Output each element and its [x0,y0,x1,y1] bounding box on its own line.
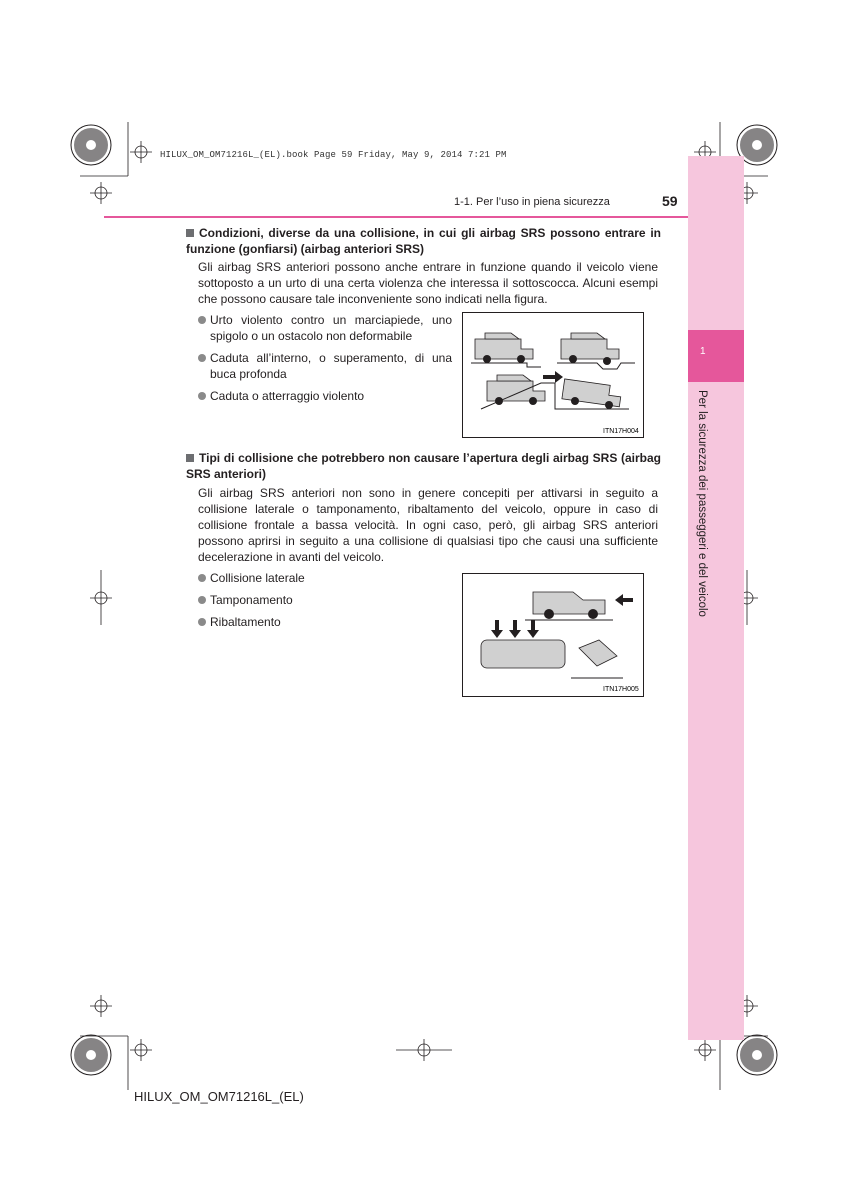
figure-code: ITN17H005 [603,686,639,693]
heading-square-icon [186,229,194,237]
heading-square-icon [186,454,194,462]
section1-heading-text: Condizioni, diverse da una collisione, in cui gli airbag SRS possono entrare in funzione (gonfiarsi) (airbag anteriori SRS) [186,226,661,256]
section1-bullets [198,312,452,410]
section1-body: Gli airbag SRS anteriori possono anche entrare in funzione quando il veicolo viene sottoposto a un urto di una certa violenza che interessa il sottoscocca. Alcuni esempi che possono causare tale inconveniente sono indicati nella figura. [198,260,658,306]
running-section-title: 1-1. Per l’uso in piena sicurezza [454,196,610,208]
section2-heading-text: Tipi di collisione che potrebbero non causare l’apertura degli airbag SRS (airbag SRS anteriori) [186,451,661,481]
header-rule [104,216,688,218]
chapter-number: 1 [700,346,706,357]
section1-heading [186,225,661,257]
page-number: 59 [662,193,678,209]
chapter-tab [688,330,744,382]
figure-code: ITN17H004 [603,428,639,435]
list-item: Caduta o atterraggio violento [198,388,452,404]
section2-bullets [198,570,418,636]
list-item: Urto violento contro un marciapiede, uno spigolo o un ostacolo non deformabile [198,312,452,344]
list-item: Tamponamento [198,592,418,608]
print-header: HILUX_OM_OM71216L_(EL).book Page 59 Friday, May 9, 2014 7:21 PM [160,150,507,160]
illustration-side-rear-rollover [463,574,643,696]
section2-body: Gli airbag SRS anteriori non sono in genere concepiti per attivarsi in seguito a collisione laterale o tamponamento, ribaltamento del veicolo, oppure in caso di collisione frontale a bassa velocità. In ogni caso, però, gli airbag SRS anteriori possono aprirsi in seguito a una collisione di qualsiasi tipo che causi una sufficiente decelerazione in avanti del veicolo. [198,486,658,564]
illustration-trucks-impact [463,313,643,437]
chapter-title-vertical [684,390,724,620]
figure-collision-types [462,573,644,697]
list-item: Ribaltamento [198,614,418,630]
page-footer: HILUX_OM_OM71216L_(EL) [134,1089,304,1104]
chapter-title: Per la sicurezza dei passeggeri e del veicolo [696,390,708,617]
figure-non-collision-deployment [462,312,644,438]
list-item: Collisione laterale [198,570,418,586]
section2-heading [186,450,661,482]
list-item: Caduta all’interno, o superamento, di una buca profonda [198,350,452,382]
